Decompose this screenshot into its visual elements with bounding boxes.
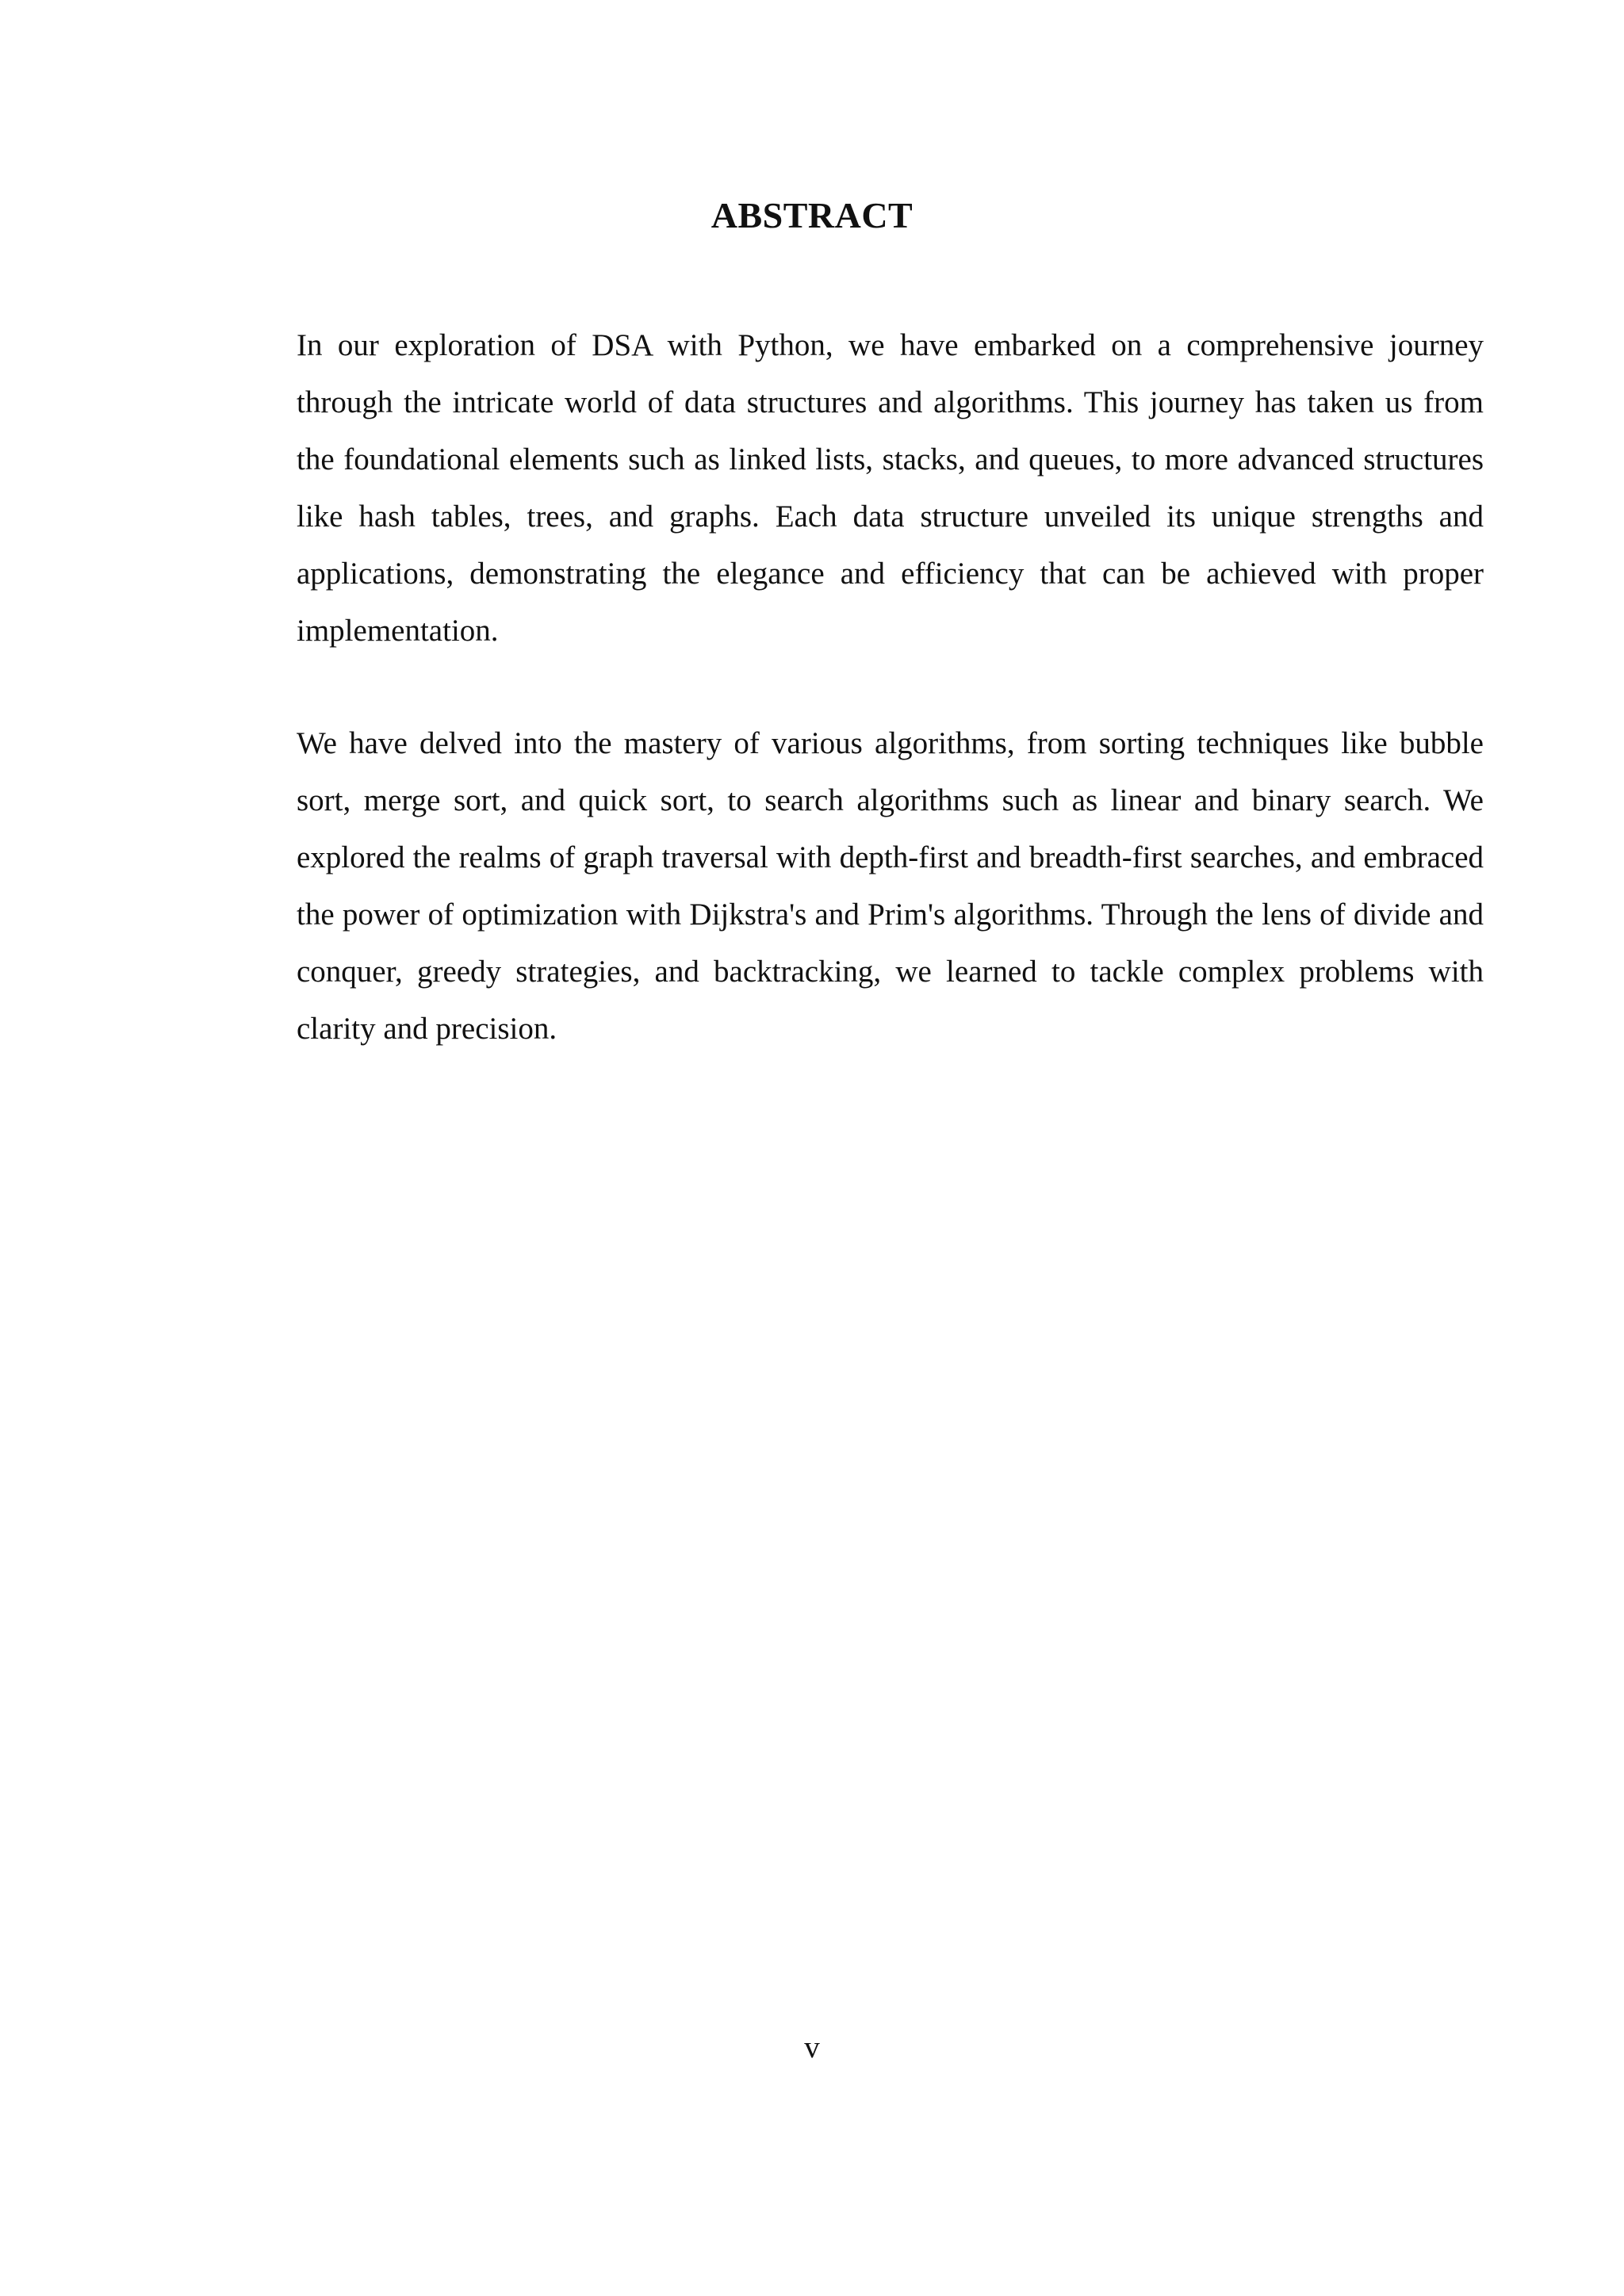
page-number: v <box>804 2030 820 2064</box>
page-title: ABSTRACT <box>710 195 914 235</box>
abstract-paragraph: In our exploration of DSA with Python, we have embarked on a comprehensive journey through the intricate world of data structures and algorithms. This journey has taken us from the foundational elements such as linked lists, stacks, and queues, to more advanced structures like hash tables, trees, and graphs. Each data structure unveiled its unique strengths and applications, demonstrating the elegance and efficiency that can be achieved with proper implementation. <box>297 328 1484 648</box>
abstract-paragraph: We have delved into the mastery of various algorithms, from sorting techniques like bubble sort, merge sort, and quick sort, to search algorithms such as linear and binary search. We explored the realms of graph traversal with depth-first and breadth-first searches, and embraced the power of optimization with Dijkstra's and Prim's algorithms. Through the lens of divide and conquer, greedy strategies, and backtracking, we learned to tackle complex problems with clarity and precision. <box>297 726 1484 1046</box>
abstract-body <box>297 317 1484 1113</box>
